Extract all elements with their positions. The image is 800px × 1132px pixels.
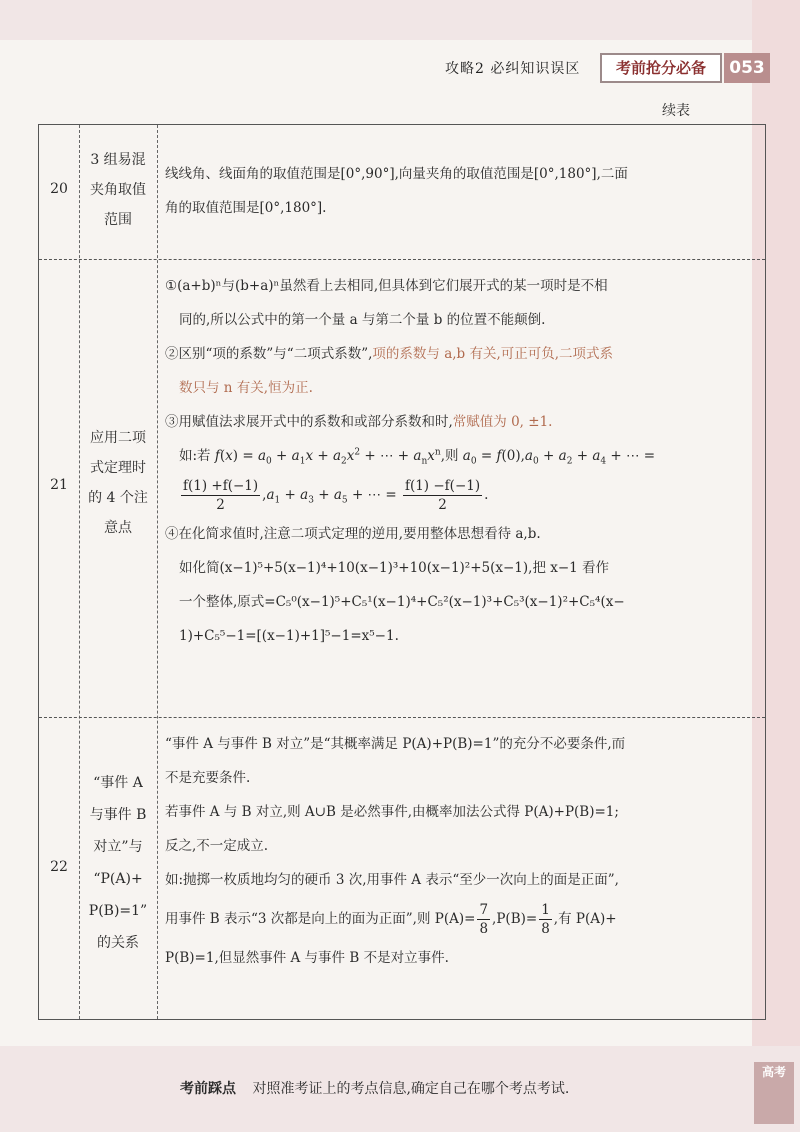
table-row-20 [39,125,765,259]
row-content: “事件 A 与事件 B 对立”是“其概率满足 P(A)+P(B)=1”的充分不必要条件,而 不是充要条件. 若事件 A 与 B 对立,则 A∪B 是必然事件,由概率加法公式得 P(A)+P(B)=1; 反之,不一定成立. 如:抛掷一枚质地均匀的硬币 3 次,用事件 A 表示“至少一次向上的面是正面”, 用事件 B 表示“3 次都是向上的面为正面”,则 P(A)= $\frac{7}{8}$ ,P(B)= $\frac{1}{8}$ ,有 P(A)+ P(B)=1,但显然事件 A 与事件 B 不是对立事件. [165,736,626,966]
row-number: 21 [50,477,68,493]
row-content: ①(a+b)ⁿ与(b+a)ⁿ虽然看上去相同,但具体到它们展开式的某一项时是不相 同的,所以公式中的第一个量 a 与第二个量 b 的位置不能颠倒. ②区别“项的系数”与“二项式系数”,项的系数与 a,b 有关,可正可负,二项式系 数只与 n 有关,恒为正. ③用赋值法求展开式中的系数和或部分系数和时,常赋值为 0, ±1. 如:若 $f(x) = a_0 + a_1x + a_2x^2$ + ⋯ + $a_nx^n$,则 $a_0 = f(0),a_0 + a_2 + a_4$ + ⋯ = $\frac{f(1) +f(-1)}{2}$ $,a_1 + a_3 + a_5$ + ⋯ = $\frac{f(1) -f(-1)}{2}$ . ④在化简求值时,注意二项式定理的逆用,要用整体思想看待 a,b. 如化简(x−1)⁵+5(x−1)⁴+10(x−1)³+10(x−1)²+5(x−1),把 x−1 看作 一个整体,原式=C₅⁰(x−1)⁵+C₅¹(x−1)⁴+C₅²(x−1)³+C₅³(x−1)²+C₅⁴(x− 1)+C₅⁵−1=[(x−1)+1]⁵−1=x⁵−1. [165,278,656,644]
page-number: 053 [724,53,770,83]
row-number: 22 [50,859,68,875]
chapter-header: 攻略2 必纠知识误区 [445,61,581,77]
brand-box: 考前抢分必备 [600,53,722,83]
row-number: 20 [50,181,68,197]
footer-tip [180,1078,569,1098]
corner-logo: 高考 [754,1062,794,1124]
row-title: “事件 A 与事件 B 对立”与 “P(A)+ P(B)=1” 的关系 [88,775,148,951]
row-title: 3 组易混 夹角取值 范围 [90,152,146,228]
fraction: $\frac{1}{8}$ [541,902,550,937]
footer-label: 考前踩点 [180,1081,236,1097]
row-title: 应用二项 式定理时 的 4 个注 意点 [88,430,148,536]
fraction: $\frac{f(1) +f(-1)}{2}$ [183,478,259,513]
continued-label: 续表 [662,103,690,119]
fraction: $\frac{7}{8}$ [479,902,489,937]
footer-text: 对照准考证上的考点信息,确定自己在哪个考点考试. [252,1081,570,1097]
table-row-21 [39,259,765,717]
fraction: $\frac{f(1) -f(-1)}{2}$ [404,478,481,513]
knowledge-table [38,124,766,1020]
top-band [0,0,800,40]
table-row-22 [39,717,765,1021]
row-content: 线线角、线面角的取值范围是[0°,90°],向量夹角的取值范围是[0°,180°],二面 角的取值范围是[0°,180°]. [165,166,628,216]
